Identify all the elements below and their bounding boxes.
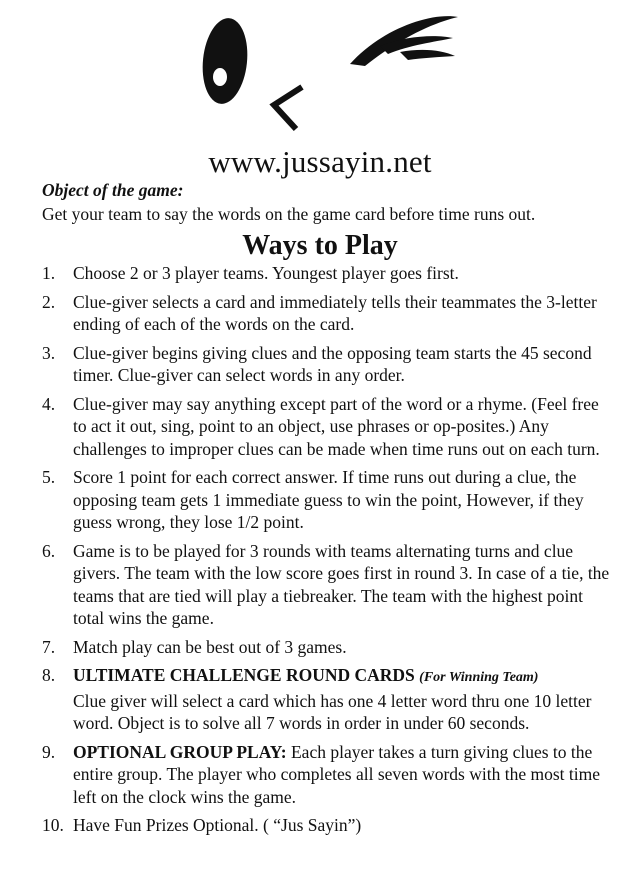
objective-label: Object of the game: [42, 180, 184, 200]
rule-number: 3. [42, 342, 56, 363]
rule-item [42, 393, 612, 461]
rule-number: 8. [42, 665, 56, 685]
rule-text: Clue giver will select a card which has one 4 letter word thru one 10 letter word. Object is to solve all 7 words in order in under 60 seconds. [73, 690, 592, 733]
rule-item [42, 291, 612, 336]
winking-face-logo-icon [190, 0, 470, 148]
rule-text: Clue-giver selects a card and immediately tells their teammates the 3-letter ending of each of the words on the card. [73, 291, 597, 334]
rule-text: Clue-giver may say anything except part of the word or a rhyme. (Feel free to act it out, sing, point to an object, use phrases or op-posites.) Any challenges to improper clues can be made when time runs out on each turn. [73, 393, 600, 459]
rule-number: 4. [42, 393, 56, 414]
rule-text: Each player takes a turn giving clues to the entire group. The player who completes all seven words with the most time left on the clock wins the game. [73, 741, 600, 807]
ways-to-play-heading: Ways to Play [242, 230, 398, 261]
rule-text: Have Fun Prizes Optional. ( “Jus Sayin”) [73, 815, 362, 835]
rule-body [73, 664, 612, 735]
rule-number: 6. [42, 540, 56, 561]
rule-text: Clue-giver begins giving clues and the opposing team starts the 45 second timer. Clue-giver can select words in any order. [73, 342, 592, 385]
rule-item [42, 636, 612, 659]
objective-text: Get your team to say the words on the game card before time runs out. [42, 204, 536, 224]
rule-item [42, 664, 612, 735]
rule-item [42, 540, 612, 630]
rule-number: 1. [42, 263, 56, 283]
rules-list [42, 262, 612, 843]
rule-item [42, 814, 612, 837]
rule-text: Game is to be played for 3 rounds with teams alternating turns and clue givers. The team with the low score goes first in round 3. In case of a tie, the teams that are tied will play a tiebreaker. The team with the highest point total wins the game. [73, 540, 610, 628]
rule-number: 9. [42, 741, 56, 762]
rule-bold-title: ULTIMATE CHALLENGE ROUND CARDS [73, 665, 415, 685]
rule-item [42, 262, 612, 285]
rule-text: Match play can be best out of 3 games. [73, 636, 347, 657]
rule-item [42, 342, 612, 387]
rule-text: Choose 2 or 3 player teams. Youngest player goes first. [73, 263, 459, 283]
rule-item [42, 466, 612, 534]
rule-number: 7. [42, 636, 56, 657]
rule-bold-title: OPTIONAL GROUP PLAY: [73, 741, 287, 762]
winking-eye-icon [350, 16, 458, 66]
website-url: www.jussayin.net [208, 144, 432, 179]
rule-number: 5. [42, 467, 56, 487]
nose-chevron-icon [274, 87, 302, 129]
rule-text: Score 1 point for each correct answer. If time runs out during a clue, the opposing team gets 1 immediate guess to win the point, However, if they guess wrong, they lose 1/2 point. [73, 467, 584, 532]
open-eye-icon [199, 16, 252, 106]
rule-note: (For Winning Team) [419, 670, 539, 685]
rule-number: 10. [42, 815, 64, 835]
rule-number: 2. [42, 291, 56, 312]
rule-item [42, 741, 612, 809]
rule-body [73, 741, 612, 809]
